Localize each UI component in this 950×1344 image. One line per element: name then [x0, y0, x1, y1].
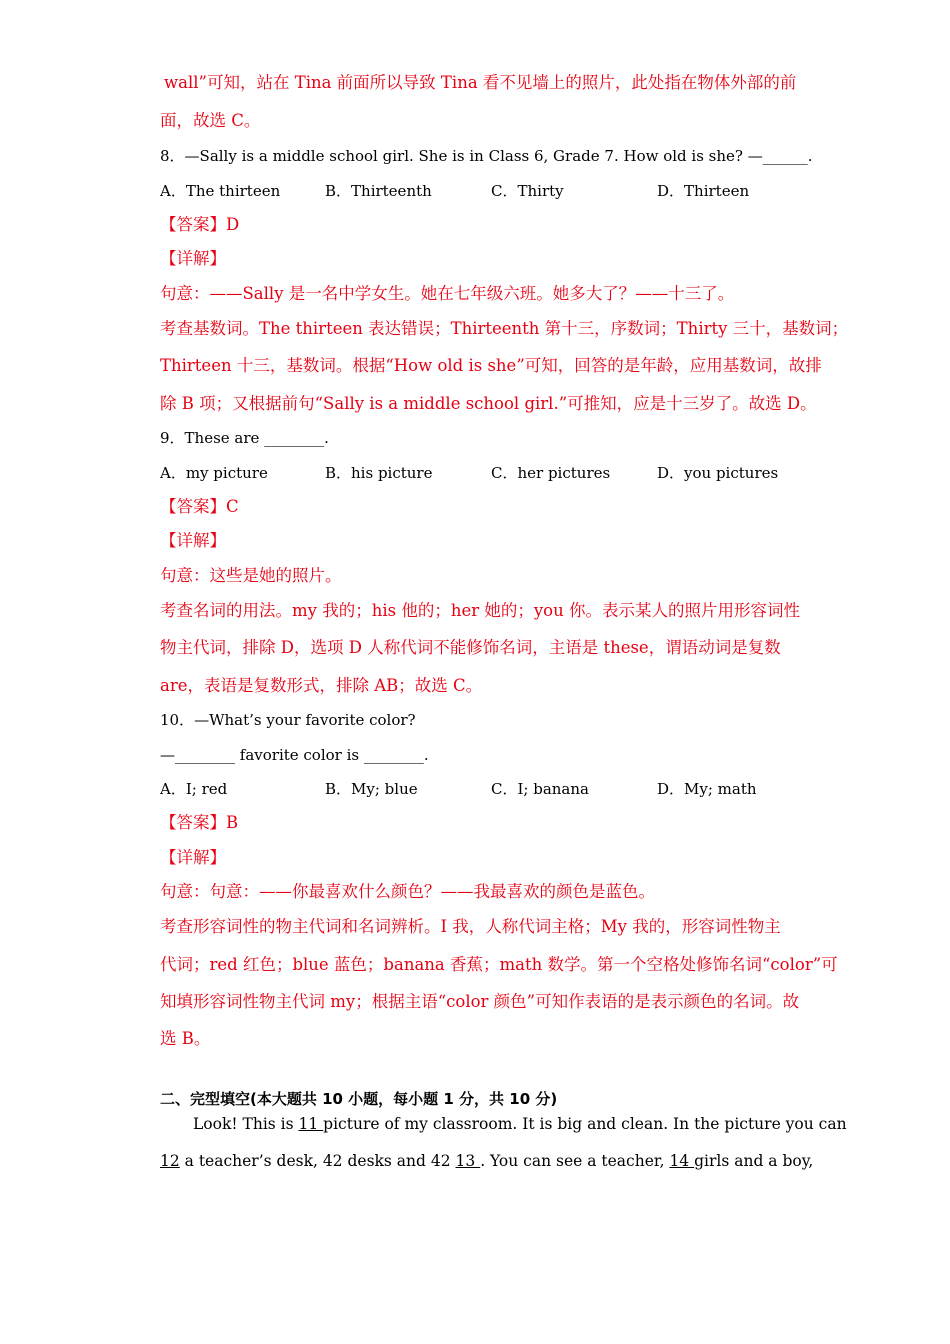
- question-8-explain-line: Thirteen 十三，基数词。根据“How old is she”可知，回答的是年龄，应用基数词，故排: [160, 356, 822, 375]
- question-9-explain-line: 句意：这些是她的照片。: [160, 566, 342, 585]
- question-8-option-c: C．Thirty: [491, 182, 564, 200]
- blank-12: 12: [160, 1152, 180, 1170]
- question-9-option-b: B．his picture: [325, 464, 433, 482]
- question-10-option-a: A．I; red: [160, 780, 228, 798]
- question-8-option-a: A．The thirteen: [160, 182, 281, 200]
- question-10-explain-head: 【详解】: [160, 848, 226, 867]
- question-10-option-d: D．My; math: [657, 780, 757, 798]
- cloze-passage-line-1: [193, 1113, 847, 1135]
- question-10-explain-line: 代词；red 红色；blue 蓝色；banana 香蕉；math 数学。第一个空格处修饰名词“color”可: [160, 955, 838, 974]
- question-10-explain-line: 选 B。: [160, 1029, 211, 1048]
- passage-text: picture of my classroom. It is big and clean. In the picture you can: [323, 1115, 847, 1133]
- question-9-explain-line: 考查名词的用法。my 我的；his 他的；her 她的；you 你。表示某人的照片用形容词性: [160, 601, 800, 620]
- question-9-explain-line: are，表语是复数形式，排除 AB；故选 C。: [160, 676, 483, 695]
- question-9-option-c: C．her pictures: [491, 464, 611, 482]
- question-8-explain-line: 考查基数词。The thirteen 表达错误；Thirteenth 第十三，序数词；Thirty 三十，基数词；: [160, 319, 849, 338]
- question-9-explain-head: 【详解】: [160, 531, 226, 550]
- question-8-stem: 8．—Sally is a middle school girl. She is in Class 6, Grade 7. How old is she? —______.: [160, 147, 813, 165]
- question-10-answer: 【答案】B: [160, 813, 239, 832]
- question-10-option-c: C．I; banana: [491, 780, 589, 798]
- question-9-explain-line: 物主代词，排除 D，选项 D 人称代词不能修饰名词，主语是 these，谓语动词是复数: [160, 638, 781, 657]
- carryover-line-1: wall”可知，站在 Tina 前面所以导致 Tina 看不见墙上的照片，此处指在物体外部的前: [164, 73, 797, 92]
- question-9-answer: 【答案】C: [160, 497, 239, 516]
- question-8-explain-line: 除 B 项；又根据前句“Sally is a middle school girl.”可推知，应是十三岁了。故选 D。: [160, 394, 817, 413]
- blank-13: 13: [455, 1152, 481, 1170]
- question-10-explain-line: 知填形容词性物主代词 my；根据主语“color 颜色”可知作表语的是表示颜色的名词。故: [160, 992, 800, 1011]
- question-10-stem-reply: —________ favorite color is ________.: [160, 746, 429, 764]
- cloze-passage-line-2: [160, 1150, 813, 1172]
- question-8-option-b: B．Thirteenth: [325, 182, 432, 200]
- blank-11: 11: [298, 1115, 324, 1133]
- question-10-option-b: B．My; blue: [325, 780, 418, 798]
- blank-14: 14: [669, 1152, 695, 1170]
- passage-text: Look! This is: [193, 1115, 299, 1133]
- carryover-line-2: 面，故选 C。: [160, 111, 261, 130]
- question-10-explain-line: 考查形容词性的物主代词和名词辨析。I 我，人称代词主格；My 我的，形容词性物主: [160, 917, 781, 936]
- question-8-explain-head: 【详解】: [160, 249, 226, 268]
- passage-text: a teacher’s desk, 42 desks and 42: [179, 1152, 456, 1170]
- question-8-explain-line: 句意：——Sally 是一名中学女生。她在七年级六班。她多大了？——十三了。: [160, 284, 735, 303]
- question-9-stem: 9．These are ________.: [160, 429, 329, 447]
- question-10-explain-line: 句意：句意：——你最喜欢什么颜色？——我最喜欢的颜色是蓝色。: [160, 882, 655, 901]
- question-9-option-a: A．my picture: [160, 464, 268, 482]
- passage-text: . You can see a teacher,: [480, 1152, 670, 1170]
- passage-text: girls and a boy,: [694, 1152, 814, 1170]
- question-8-answer: 【答案】D: [160, 215, 240, 234]
- section-2-heading: 二、完型填空(本大题共 10 小题，每小题 1 分，共 10 分): [160, 1090, 558, 1108]
- question-10-stem: 10．—What’s your favorite color?: [160, 711, 416, 729]
- question-9-option-d: D．you pictures: [657, 464, 779, 482]
- question-8-option-d: D．Thirteen: [657, 182, 750, 200]
